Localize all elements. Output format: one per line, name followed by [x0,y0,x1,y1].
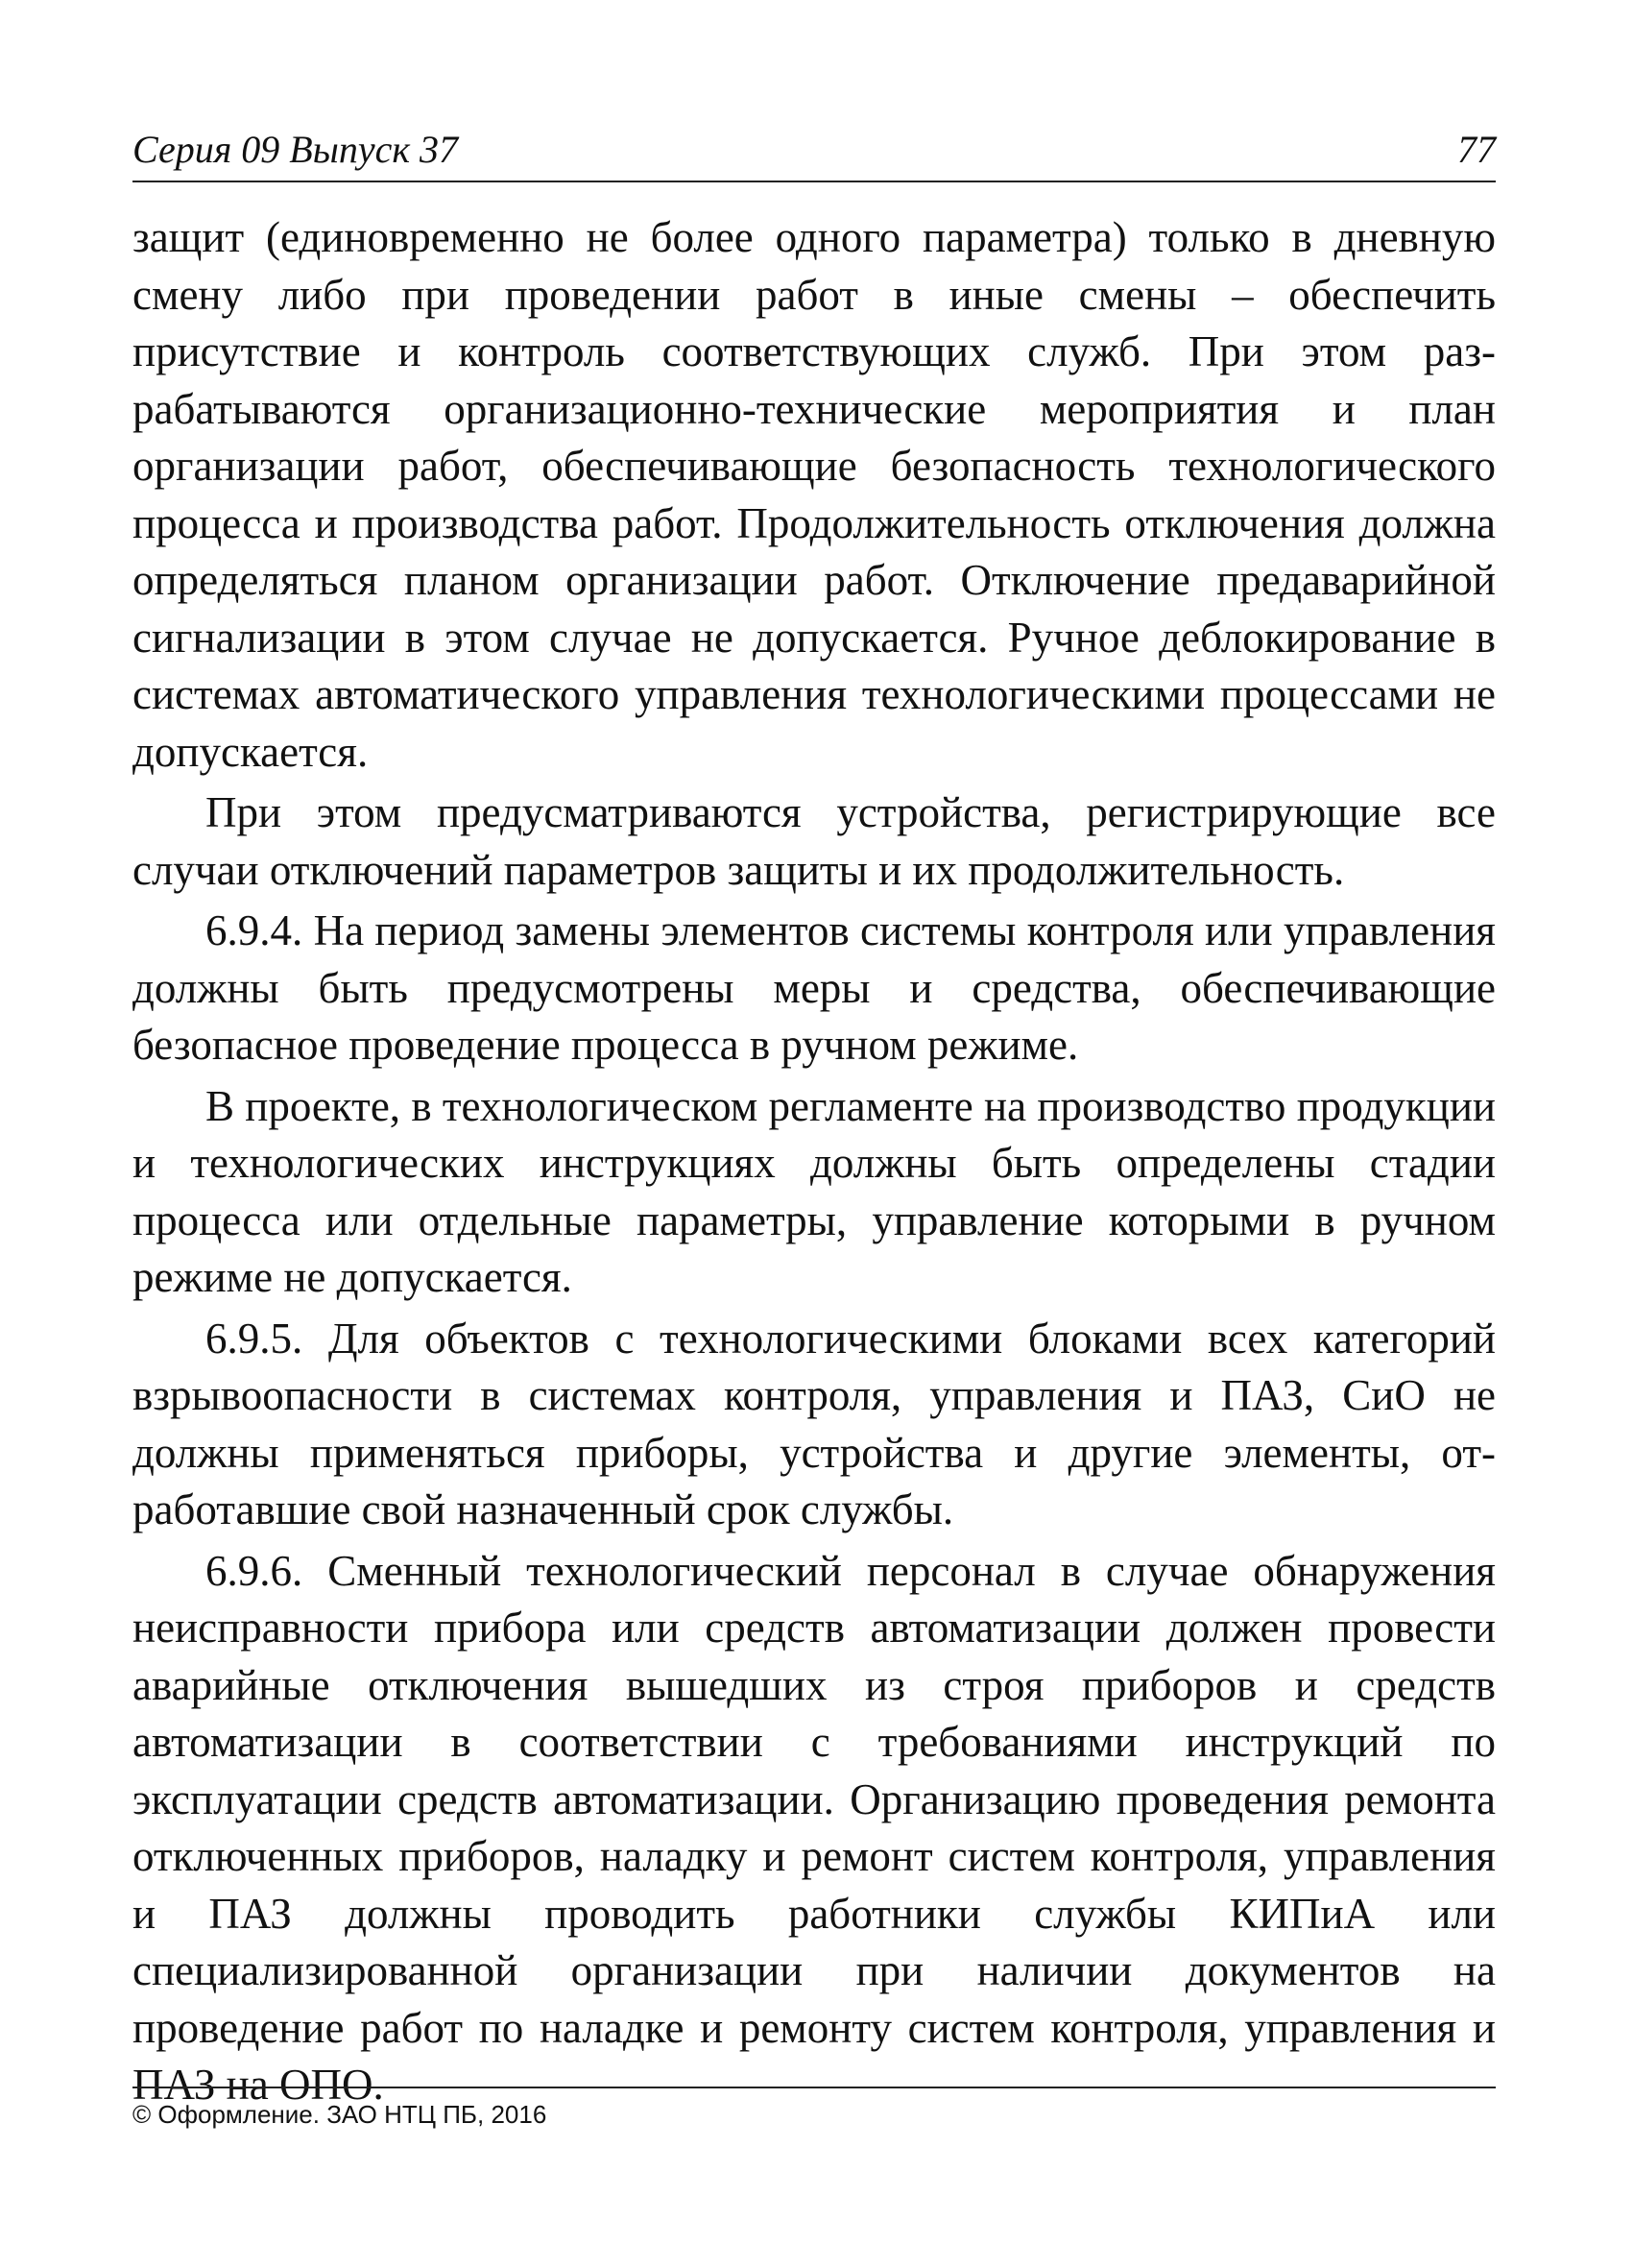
page-number: 77 [1457,128,1496,171]
paragraph-continuation: защит (единовременно не более одного параметра) только в дневную смену либо при проведении работ в иные смены – обеспечить присутствие и контроль соответствующих служб. При этом разрабатываются организационно-технические мероприятия и план организации работ, обеспечивающие безопасность технологического процесса и производства работ. Продолжительность отключения должна определяться планом организации работ. Отключение предаварийной сигнализации в этом случае не допускается. Ручное деблокирование в системах автоматического управления технологическими процессами не допускается. [132,213,1496,776]
paragraph-6-9-6: 6.9.6. Сменный технологический персонал в случае обнаружения неисправности прибора или средств автоматизации должен провести аварийные отключения вышедших из строя приборов и средств автоматизации в соответствии с требованиями инструкций по эксплуатации средств автоматизации. Организацию проведения ремонта отключенных приборов, наладку и ремонт систем контроля, управления и ПАЗ должны проводить работники службы КИПиА или специализированной организации при наличии документов на проведение работ по наладке и ремонту систем контроля, управления и ПАЗ на ОПО. [132,1546,1496,2109]
paragraph-project-regulations: В проекте, в технологическом регламенте на производство продукции и технологических инструкциях должны быть определены стадии процесса или отдельные параметры, управление которыми в ручном режиме не допускается. [132,1081,1496,1301]
paragraph-registration-devices: При этом предусматриваются устройства, регистрирующие все случаи отключений параметров защиты и их продолжительность. [132,788,1496,894]
header-series-issue: Серия 09 Выпуск 37 [132,128,459,171]
footer-copyright: © Оформление. ЗАО НТЦ ПБ, 2016 [132,2100,547,2129]
footer-divider [132,2087,1496,2088]
paragraph-6-9-5: 6.9.5. Для объектов с технологическими блоками всех категорий взрывоопасности в системах контроля, управления и ПАЗ, СиО не должны применяться приборы, устройства и другие элементы, отработавшие свой назначенный срок службы. [132,1314,1496,1533]
body-text [132,209,1496,2114]
running-header [132,123,1496,182]
paragraph-6-9-4: 6.9.4. На период замены элементов системы контроля или управления должны быть предусмотрены меры и средства, обеспечивающие безопасное проведение процесса в ручном режиме. [132,906,1496,1069]
